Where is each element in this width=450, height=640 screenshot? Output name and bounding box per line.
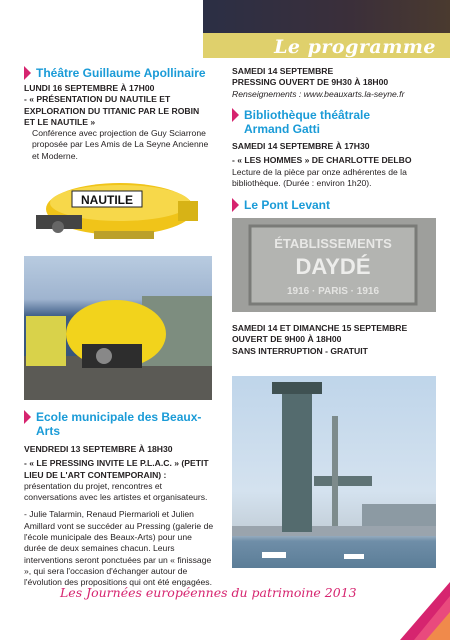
heading-bibliotheque: Bibliothèque théâtrale Armand Gatti xyxy=(232,108,436,136)
plaque-illustration xyxy=(232,218,436,312)
photo-lift-bridge xyxy=(232,376,436,568)
photo-nautile-submarine xyxy=(28,163,204,251)
pont-dates: SAMEDI 14 ET DIMANCHE 15 SEPTEMBRE xyxy=(232,323,408,333)
section-pont-levant xyxy=(232,198,432,212)
arrow-icon xyxy=(232,198,239,212)
submarine-label: NAUTILE xyxy=(81,193,133,207)
beaux-arts-paragraph: - Julie Talarmin, Renaud Piermarioli et Julien Amillard vont se succéder au Pressing (galerie de l'école municipale des Beaux-Arts) pour une durée de deux semaines chacun. Leurs interventions seront ponctuées par un « finissage », qui sera l'occasion d'échanger autour de l'évolution des propositions qui ont été engagées. xyxy=(24,509,214,588)
pressing-info: Renseignements : www.beauxarts.la-seyne.fr xyxy=(232,88,405,99)
arrow-icon xyxy=(232,108,239,122)
banner-photo xyxy=(203,0,450,33)
arrow-icon xyxy=(24,410,31,424)
plaque-line-3: 1916 · PARIS · 1916 xyxy=(286,286,380,297)
section-beaux-arts xyxy=(24,410,214,589)
section-apollinaire xyxy=(24,66,212,162)
bridge-illustration xyxy=(232,376,436,568)
pont-levant-schedule xyxy=(232,323,432,357)
pressing-hours: PRESSING OUVERT DE 9H30 À 18H00 xyxy=(232,77,389,88)
bibliotheque-event-title: - « LES HOMMES » DE CHARLOTTE DELBO xyxy=(232,155,412,166)
event-date: LUNDI 16 SEPTEMBRE À 17H00 xyxy=(24,83,155,93)
deck-illustration xyxy=(24,256,212,400)
event-title: - « PRÉSENTATION DU NAUTILE ET EXPLORATION DU TITANIC PAR LE ROBIN ET LE NAUTILE » xyxy=(24,94,200,127)
banner-title: Le programme xyxy=(274,36,436,58)
heading-beaux-arts: Ecole municipale des Beaux-Arts xyxy=(24,410,214,438)
corner-decoration xyxy=(400,582,450,640)
beaux-arts-date: VENDREDI 13 SEPTEMBRE À 18H30 xyxy=(24,444,173,454)
page-number: 7 xyxy=(429,587,436,599)
plaque-line-2: DAYDÉ xyxy=(295,254,371,279)
submarine-illustration xyxy=(28,163,204,251)
bibliotheque-description: Lecture de la pièce par onze adhérentes de la bibliothèque. (Durée : environ 1h20). xyxy=(232,166,407,188)
bibliotheque-date: SAMEDI 14 SEPTEMBRE À 17H30 xyxy=(232,141,370,151)
arrow-icon xyxy=(24,66,31,80)
plaque-line-1: ÉTABLISSEMENTS xyxy=(274,236,392,251)
section-pressing xyxy=(232,66,432,100)
heading-apollinaire: Théâtre Guillaume Apollinaire xyxy=(24,66,212,80)
section-bibliotheque xyxy=(232,108,436,189)
photo-submersible-deck xyxy=(24,256,212,400)
pont-hours: OUVERT DE 9H00 À 18H00 xyxy=(232,334,342,345)
pressing-date: SAMEDI 14 SEPTEMBRE xyxy=(232,66,334,76)
pont-note: SANS INTERRUPTION - GRATUIT xyxy=(232,345,368,356)
heading-pont-levant: Le Pont Levant xyxy=(232,198,432,212)
photo-plaque-dayde xyxy=(232,218,436,312)
header-banner xyxy=(203,0,450,58)
footer-title: Les Journées européennes du patrimoine 2013 xyxy=(60,585,357,600)
beaux-arts-event: - « LE PRESSING INVITE LE P.L.A.C. » (PETIT LIEU DE L'ART CONTEMPORAIN) : présentation du projet, rencontres et conversations avec les artistes et organisateurs. xyxy=(24,458,209,503)
event-description: Conférence avec projection de Guy Sciarrone proposée par Les Amis de La Seyne Ancienne et Moderne. xyxy=(32,128,209,161)
